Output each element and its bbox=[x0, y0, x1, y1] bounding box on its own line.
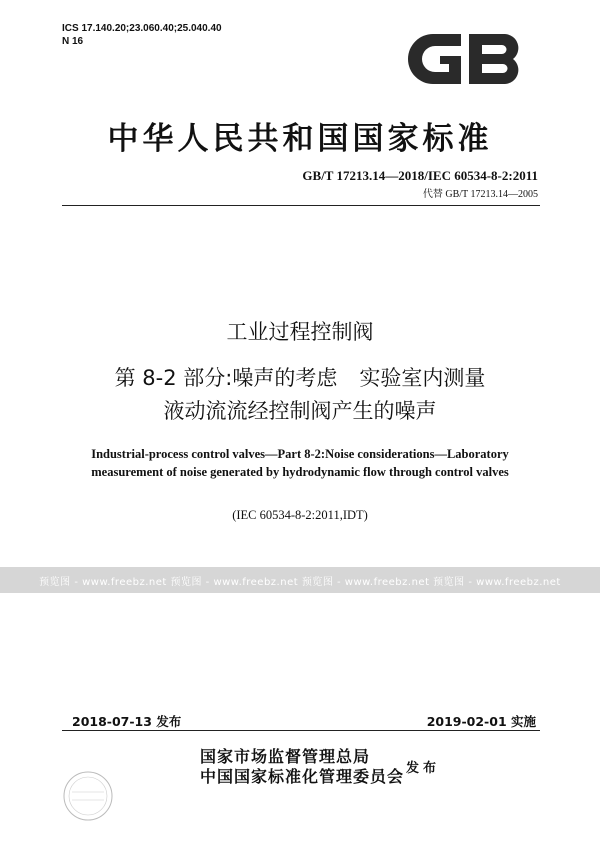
ics-classification bbox=[62, 22, 222, 48]
bottom-divider bbox=[62, 730, 540, 731]
english-title bbox=[0, 445, 600, 481]
issuing-agency-1: 国家市场监督管理总局 bbox=[200, 747, 371, 766]
ics-line: ICS 17.140.20;23.060.40;25.040.40 bbox=[62, 23, 222, 34]
watermark-text: 预览图 - www.freebz.net 预览图 - www.freebz.net 预览图 - www.freebz.net 预览图 - www.freebz.net bbox=[39, 577, 561, 588]
chinese-title-part: 第 8-2 部分:噪声的考虑 bbox=[114, 366, 338, 390]
implementation-date: 2019-02-01 实施 bbox=[426, 714, 536, 729]
publish-label: 发布 bbox=[406, 761, 441, 776]
iec-equivalence: (IEC 60534-8-2:2011,IDT) bbox=[232, 508, 368, 522]
english-title-line-2: measurement of noise generated by hydrodynamic flow through control valves bbox=[91, 465, 509, 479]
top-divider bbox=[62, 205, 540, 206]
issue-date: 2018-07-13 发布 bbox=[72, 714, 182, 729]
gb-logo bbox=[407, 28, 527, 90]
standard-number: GB/T 17213.14—2018/IEC 60534-8-2:2011 bbox=[302, 168, 538, 183]
circular-stamp bbox=[62, 770, 114, 822]
national-standard-title: 中华人民共和国国家标准 bbox=[107, 121, 493, 157]
ccs-line: N 16 bbox=[62, 36, 84, 47]
chinese-title-line-2 bbox=[0, 362, 600, 394]
issuing-agency-2: 中国国家标准化管理委员会 bbox=[200, 767, 405, 786]
chinese-title-line-3: 液动流流经控制阀产生的噪声 bbox=[163, 399, 437, 423]
chinese-title-subpart: 实验室内测量 bbox=[359, 366, 486, 390]
replaces-note: 代替 GB/T 17213.14—2005 bbox=[422, 189, 538, 200]
chinese-title-line-1: 工业过程控制阀 bbox=[226, 320, 374, 344]
english-title-line-1: Industrial-process control valves—Part 8-2:Noise considerations—Laboratory bbox=[91, 447, 509, 461]
